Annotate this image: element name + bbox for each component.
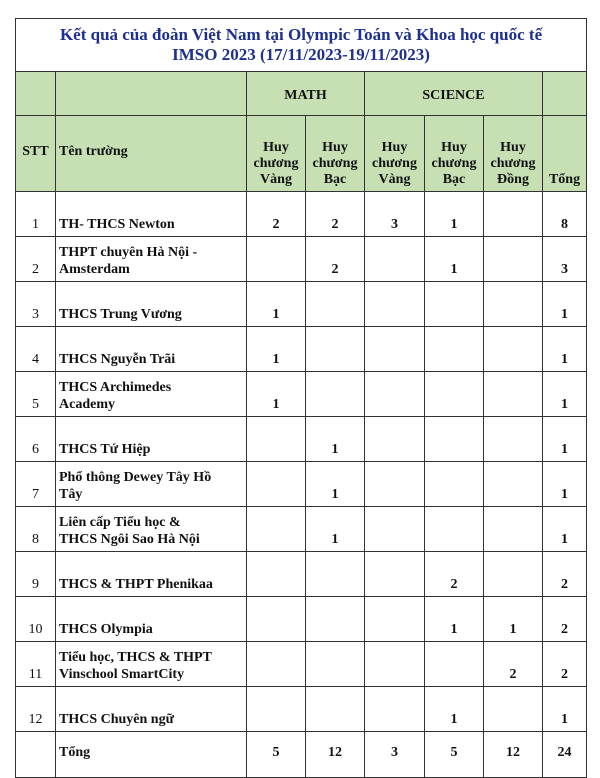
school-name: Phổ thông Dewey Tây Hồ (59, 470, 212, 485)
medal-count-cell (247, 687, 306, 732)
medal-count-cell (484, 552, 543, 597)
total-cell: 12 (306, 732, 365, 778)
school-name: THCS Trung Vương (59, 307, 182, 322)
school-cell (56, 642, 247, 687)
school-cell (56, 687, 247, 732)
header-text: Vàng (378, 172, 411, 187)
medal-count-cell: 2 (306, 237, 365, 282)
header-text: Huy (263, 140, 289, 155)
school-cell (56, 282, 247, 327)
medal-count-cell (425, 372, 484, 417)
medal-count-cell (484, 192, 543, 237)
stt-cell: 12 (16, 687, 56, 732)
header-text: Huy (381, 140, 408, 155)
totals-row (16, 732, 587, 778)
table-row (16, 462, 587, 507)
science-header: SCIENCE (365, 72, 543, 116)
medal-count-cell (484, 237, 543, 282)
medal-count-cell: 3 (365, 192, 425, 237)
total-cell: 5 (425, 732, 484, 778)
school-header: Tên trường (56, 116, 247, 192)
medal-count-cell (484, 462, 543, 507)
medal-count-cell: 2 (425, 552, 484, 597)
medal-count-cell: 1 (306, 507, 365, 552)
medal-count-cell (484, 507, 543, 552)
stt-cell: 3 (16, 282, 56, 327)
school-name: Tiểu học, THCS & THPT (59, 650, 212, 665)
school-name: Vinschool SmartCity (59, 667, 185, 682)
stt-header: STT (16, 116, 56, 192)
school-cell (56, 327, 247, 372)
medal-count-cell (306, 282, 365, 327)
medal-count-cell (425, 282, 484, 327)
row-total-cell: 1 (543, 372, 587, 417)
medal-count-cell (425, 327, 484, 372)
row-total-cell: 2 (543, 597, 587, 642)
school-name: THCS Nguyễn Trãi (59, 352, 176, 367)
medal-count-cell: 1 (425, 192, 484, 237)
school-name: THCS Ngôi Sao Hà Nội (59, 532, 200, 547)
medal-count-cell (365, 282, 425, 327)
empty-cell (16, 732, 56, 778)
medal-count-cell (306, 597, 365, 642)
header-text: chương (431, 156, 477, 171)
medal-count-cell: 1 (306, 462, 365, 507)
row-total-cell: 8 (543, 192, 587, 237)
medal-count-cell (425, 642, 484, 687)
medal-count-cell (247, 462, 306, 507)
header-text: Huy (322, 140, 348, 155)
medal-count-cell: 1 (484, 597, 543, 642)
row-total-cell: 1 (543, 417, 587, 462)
medal-count-cell (247, 552, 306, 597)
medal-count-cell (365, 417, 425, 462)
medal-count-cell (484, 372, 543, 417)
title-line-2: IMSO 2023 (17/11/2023-19/11/2023) (172, 45, 430, 64)
medal-count-cell: 2 (484, 642, 543, 687)
table-row (16, 237, 587, 282)
medal-count-cell (365, 687, 425, 732)
row-total-cell: 1 (543, 687, 587, 732)
medal-col-header (425, 116, 484, 192)
school-name: TH- THCS Newton (59, 217, 175, 232)
empty-cell (543, 72, 587, 116)
table-title (16, 19, 587, 72)
medal-count-cell (306, 687, 365, 732)
stt-cell: 4 (16, 327, 56, 372)
medal-count-cell: 1 (425, 237, 484, 282)
row-total-cell: 1 (543, 282, 587, 327)
medal-count-cell: 1 (247, 282, 306, 327)
table-row (16, 282, 587, 327)
school-name: Liên cấp Tiểu học & (59, 515, 181, 530)
school-name: Amsterdam (59, 262, 130, 277)
header-text: Đồng (497, 172, 529, 187)
medal-count-cell (247, 507, 306, 552)
row-total-cell: 2 (543, 642, 587, 687)
header-text: Bạc (323, 172, 347, 187)
medal-col-header (484, 116, 543, 192)
table-row (16, 192, 587, 237)
medal-count-cell (247, 642, 306, 687)
table-row (16, 597, 587, 642)
medal-count-cell (365, 327, 425, 372)
stt-cell: 2 (16, 237, 56, 282)
school-name: Tây (59, 487, 83, 502)
totals-label: Tổng (56, 732, 247, 778)
medal-count-cell (425, 417, 484, 462)
medal-count-cell (365, 372, 425, 417)
medal-count-cell (365, 552, 425, 597)
table-row (16, 507, 587, 552)
total-cell: 24 (543, 732, 587, 778)
math-header: MATH (247, 72, 365, 116)
row-total-cell: 1 (543, 327, 587, 372)
header-text: Huy (441, 140, 467, 155)
medal-count-cell (484, 327, 543, 372)
medal-count-cell (306, 642, 365, 687)
medal-count-cell (365, 597, 425, 642)
school-name: THCS Archimedes (59, 380, 172, 395)
medal-count-cell (306, 327, 365, 372)
school-name: THCS Tứ Hiệp (59, 442, 151, 457)
medal-col-header (306, 116, 365, 192)
medal-count-cell: 2 (306, 192, 365, 237)
school-name: THCS Chuyên ngữ (59, 712, 174, 727)
header-text: chương (253, 156, 299, 171)
total-cell: 12 (484, 732, 543, 778)
medal-count-cell: 2 (247, 192, 306, 237)
medal-count-cell (306, 372, 365, 417)
row-total-cell: 2 (543, 552, 587, 597)
stt-cell: 1 (16, 192, 56, 237)
medal-count-cell (247, 237, 306, 282)
medal-count-cell (247, 597, 306, 642)
row-total-cell: 3 (543, 237, 587, 282)
medal-count-cell: 1 (247, 372, 306, 417)
stt-cell: 9 (16, 552, 56, 597)
header-text: chương (312, 156, 358, 171)
table-row (16, 552, 587, 597)
stt-cell: 10 (16, 597, 56, 642)
stt-cell: 11 (16, 642, 56, 687)
row-total-cell: 1 (543, 462, 587, 507)
empty-cell (16, 72, 56, 116)
results-table (15, 18, 587, 778)
medal-count-cell (484, 417, 543, 462)
total-cell: 5 (247, 732, 306, 778)
stt-cell: 8 (16, 507, 56, 552)
medal-count-cell (484, 282, 543, 327)
medal-count-cell: 1 (247, 327, 306, 372)
medal-count-cell: 1 (425, 687, 484, 732)
medal-count-cell (425, 462, 484, 507)
header-text: Vàng (260, 172, 292, 187)
header-text: chương (490, 156, 536, 171)
school-cell (56, 552, 247, 597)
school-cell (56, 462, 247, 507)
school-cell (56, 597, 247, 642)
school-name: THPT chuyên Hà Nội - (59, 245, 198, 260)
title-line-1: Kết quả của đoàn Việt Nam tại Olympic Toán và Khoa học quốc tế (59, 25, 543, 44)
table-row (16, 417, 587, 462)
empty-cell (56, 72, 247, 116)
medal-count-cell (484, 687, 543, 732)
school-cell (56, 237, 247, 282)
school-cell (56, 507, 247, 552)
school-cell (56, 192, 247, 237)
total-cell: 3 (365, 732, 425, 778)
school-name: THCS & THPT Phenikaa (59, 577, 213, 592)
medal-count-cell (425, 507, 484, 552)
medal-count-cell (365, 642, 425, 687)
school-name: THCS Olympia (59, 622, 153, 637)
header-text: Huy (500, 140, 526, 155)
header-text: Bạc (442, 172, 466, 187)
stt-cell: 6 (16, 417, 56, 462)
medal-count-cell (247, 417, 306, 462)
header-text: chương (372, 156, 417, 171)
total-header: Tổng (543, 116, 587, 192)
school-name: Academy (59, 397, 115, 412)
stt-cell: 5 (16, 372, 56, 417)
header-group-row (16, 72, 587, 116)
table-row (16, 642, 587, 687)
table-row (16, 327, 587, 372)
medal-col-header (247, 116, 306, 192)
table-row (16, 372, 587, 417)
medal-count-cell (365, 237, 425, 282)
table-row (16, 687, 587, 732)
row-total-cell: 1 (543, 507, 587, 552)
medal-count-cell (365, 507, 425, 552)
medal-count-cell: 1 (306, 417, 365, 462)
medal-count-cell (306, 552, 365, 597)
school-cell (56, 372, 247, 417)
school-cell (56, 417, 247, 462)
header-row (16, 116, 587, 192)
stt-cell: 7 (16, 462, 56, 507)
medal-count-cell (365, 462, 425, 507)
medal-count-cell: 1 (425, 597, 484, 642)
medal-col-header (365, 116, 425, 192)
